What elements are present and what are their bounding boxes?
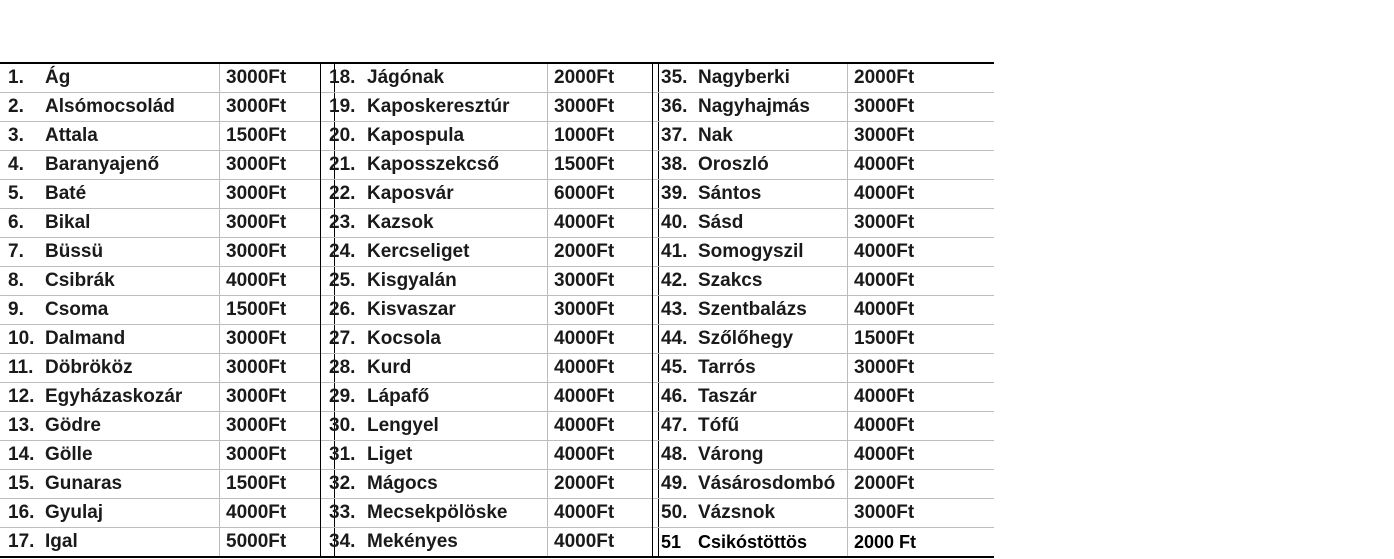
price: 4000Ft bbox=[848, 412, 995, 441]
table-row bbox=[653, 354, 994, 383]
settlement-name: Kaposkeresztúr bbox=[363, 93, 548, 122]
settlement-name: Büssü bbox=[41, 238, 220, 267]
price: 2000 Ft bbox=[848, 528, 995, 558]
price: 3000Ft bbox=[220, 63, 335, 93]
price: 4000Ft bbox=[548, 499, 659, 528]
table-row bbox=[321, 296, 658, 325]
settlement-name: Tarrós bbox=[694, 354, 848, 383]
settlement-name: Döbrököz bbox=[41, 354, 220, 383]
table-row bbox=[653, 441, 994, 470]
settlement-name: Sántos bbox=[694, 180, 848, 209]
settlement-name: Kazsok bbox=[363, 209, 548, 238]
table-row bbox=[0, 267, 334, 296]
settlement-name: Oroszló bbox=[694, 151, 848, 180]
table-row bbox=[653, 267, 994, 296]
table-row bbox=[653, 325, 994, 354]
row-number: 26. bbox=[321, 296, 363, 325]
row-number: 5. bbox=[0, 180, 41, 209]
price: 3000Ft bbox=[220, 209, 335, 238]
table-row bbox=[0, 296, 334, 325]
price: 1500Ft bbox=[548, 151, 659, 180]
settlement-name: Gunaras bbox=[41, 470, 220, 499]
row-number: 18. bbox=[321, 63, 363, 93]
table-row bbox=[0, 383, 334, 412]
price: 1500Ft bbox=[848, 325, 995, 354]
row-number: 3. bbox=[0, 122, 41, 151]
price-table-column-3 bbox=[652, 62, 994, 558]
table-row bbox=[653, 296, 994, 325]
price: 3000Ft bbox=[548, 93, 659, 122]
price: 4000Ft bbox=[548, 383, 659, 412]
price: 4000Ft bbox=[220, 267, 335, 296]
settlement-name: Egyházaskozár bbox=[41, 383, 220, 412]
table-row bbox=[653, 528, 994, 558]
row-number: 24. bbox=[321, 238, 363, 267]
row-number: 28. bbox=[321, 354, 363, 383]
table-row bbox=[321, 180, 658, 209]
table-row bbox=[653, 122, 994, 151]
price: 4000Ft bbox=[848, 383, 995, 412]
table-row bbox=[321, 209, 658, 238]
row-number: 16. bbox=[0, 499, 41, 528]
price: 4000Ft bbox=[548, 209, 659, 238]
row-number: 44. bbox=[653, 325, 694, 354]
price-table bbox=[653, 62, 994, 558]
settlement-name: Kaposvár bbox=[363, 180, 548, 209]
table-row bbox=[321, 63, 658, 93]
row-number: 23. bbox=[321, 209, 363, 238]
price: 1500Ft bbox=[220, 470, 335, 499]
table-row bbox=[321, 412, 658, 441]
settlement-name: Szentbalázs bbox=[694, 296, 848, 325]
table-row bbox=[0, 93, 334, 122]
row-number: 9. bbox=[0, 296, 41, 325]
table-row bbox=[0, 354, 334, 383]
price-table bbox=[321, 62, 658, 558]
price: 4000Ft bbox=[848, 267, 995, 296]
row-number: 1. bbox=[0, 63, 41, 93]
row-number: 45. bbox=[653, 354, 694, 383]
table-row bbox=[0, 180, 334, 209]
settlement-name: Mecsekpölöske bbox=[363, 499, 548, 528]
row-number: 20. bbox=[321, 122, 363, 151]
table-row bbox=[321, 151, 658, 180]
row-number: 32. bbox=[321, 470, 363, 499]
price: 2000Ft bbox=[848, 470, 995, 499]
row-number: 19. bbox=[321, 93, 363, 122]
price: 3000Ft bbox=[220, 238, 335, 267]
table-row bbox=[321, 267, 658, 296]
price: 3000Ft bbox=[220, 383, 335, 412]
table-row bbox=[321, 93, 658, 122]
row-number: 39. bbox=[653, 180, 694, 209]
row-number: 14. bbox=[0, 441, 41, 470]
row-number: 36. bbox=[653, 93, 694, 122]
settlement-name: Tófű bbox=[694, 412, 848, 441]
settlement-name: Szőlőhegy bbox=[694, 325, 848, 354]
price: 3000Ft bbox=[848, 354, 995, 383]
row-number: 40. bbox=[653, 209, 694, 238]
row-number: 27. bbox=[321, 325, 363, 354]
settlement-name: Csibrák bbox=[41, 267, 220, 296]
row-number: 30. bbox=[321, 412, 363, 441]
settlement-name: Mágocs bbox=[363, 470, 548, 499]
price: 4000Ft bbox=[220, 499, 335, 528]
table-row bbox=[653, 151, 994, 180]
row-number: 51 bbox=[653, 528, 694, 558]
table-row bbox=[653, 209, 994, 238]
settlement-name: Szakcs bbox=[694, 267, 848, 296]
table-row bbox=[653, 412, 994, 441]
table-row bbox=[0, 441, 334, 470]
settlement-name: Alsómocsolád bbox=[41, 93, 220, 122]
settlement-name: Gödre bbox=[41, 412, 220, 441]
settlement-name: Lengyel bbox=[363, 412, 548, 441]
settlement-name: Baté bbox=[41, 180, 220, 209]
row-number: 42. bbox=[653, 267, 694, 296]
price: 3000Ft bbox=[848, 122, 995, 151]
price: 3000Ft bbox=[220, 412, 335, 441]
row-number: 4. bbox=[0, 151, 41, 180]
row-number: 2. bbox=[0, 93, 41, 122]
table-row bbox=[321, 325, 658, 354]
table-row bbox=[0, 325, 334, 354]
table-row bbox=[653, 93, 994, 122]
table-row bbox=[653, 383, 994, 412]
settlement-name: Kapospula bbox=[363, 122, 548, 151]
row-number: 47. bbox=[653, 412, 694, 441]
settlement-name: Várong bbox=[694, 441, 848, 470]
row-number: 11. bbox=[0, 354, 41, 383]
price-table-column-2 bbox=[320, 62, 659, 558]
price: 3000Ft bbox=[548, 267, 659, 296]
row-number: 12. bbox=[0, 383, 41, 412]
price: 4000Ft bbox=[848, 441, 995, 470]
settlement-name: Taszár bbox=[694, 383, 848, 412]
price: 1500Ft bbox=[220, 122, 335, 151]
row-number: 13. bbox=[0, 412, 41, 441]
table-row bbox=[653, 63, 994, 93]
settlement-name: Mekényes bbox=[363, 528, 548, 558]
row-number: 46. bbox=[653, 383, 694, 412]
table-row bbox=[321, 354, 658, 383]
price: 2000Ft bbox=[848, 63, 995, 93]
settlement-name: Csikóstöttös bbox=[694, 528, 848, 558]
price: 5000Ft bbox=[220, 528, 335, 558]
table-row bbox=[653, 499, 994, 528]
table-row bbox=[0, 151, 334, 180]
row-number: 37. bbox=[653, 122, 694, 151]
row-number: 33. bbox=[321, 499, 363, 528]
settlement-name: Ág bbox=[41, 63, 220, 93]
table-row bbox=[0, 470, 334, 499]
settlement-name: Nagyberki bbox=[694, 63, 848, 93]
price: 3000Ft bbox=[848, 209, 995, 238]
table-row bbox=[653, 238, 994, 267]
price: 3000Ft bbox=[220, 151, 335, 180]
settlement-name: Dalmand bbox=[41, 325, 220, 354]
settlement-name: Somogyszil bbox=[694, 238, 848, 267]
settlement-name: Kocsola bbox=[363, 325, 548, 354]
price: 4000Ft bbox=[848, 296, 995, 325]
price: 2000Ft bbox=[548, 238, 659, 267]
table-row bbox=[0, 209, 334, 238]
price-table-column-1 bbox=[0, 62, 335, 558]
row-number: 7. bbox=[0, 238, 41, 267]
settlement-name: Kurd bbox=[363, 354, 548, 383]
price: 4000Ft bbox=[548, 441, 659, 470]
table-row bbox=[653, 470, 994, 499]
table-row bbox=[0, 528, 334, 558]
settlement-name: Kisgyalán bbox=[363, 267, 548, 296]
row-number: 22. bbox=[321, 180, 363, 209]
settlement-name: Liget bbox=[363, 441, 548, 470]
price: 2000Ft bbox=[548, 470, 659, 499]
price: 4000Ft bbox=[548, 325, 659, 354]
table-row bbox=[0, 238, 334, 267]
settlement-name: Baranyajenő bbox=[41, 151, 220, 180]
price-table bbox=[0, 62, 334, 558]
settlement-name: Vázsnok bbox=[694, 499, 848, 528]
row-number: 34. bbox=[321, 528, 363, 558]
price: 4000Ft bbox=[548, 412, 659, 441]
table-row bbox=[0, 412, 334, 441]
row-number: 29. bbox=[321, 383, 363, 412]
price: 4000Ft bbox=[848, 238, 995, 267]
row-number: 6. bbox=[0, 209, 41, 238]
settlement-name: Igal bbox=[41, 528, 220, 558]
price: 4000Ft bbox=[548, 528, 659, 558]
settlement-name: Vásárosdombó bbox=[694, 470, 848, 499]
row-number: 8. bbox=[0, 267, 41, 296]
price: 3000Ft bbox=[848, 93, 995, 122]
table-row bbox=[653, 180, 994, 209]
settlement-name: Lápafő bbox=[363, 383, 548, 412]
row-number: 38. bbox=[653, 151, 694, 180]
settlement-name: Nagyhajmás bbox=[694, 93, 848, 122]
price: 4000Ft bbox=[848, 151, 995, 180]
table-row bbox=[0, 499, 334, 528]
table-row bbox=[321, 470, 658, 499]
settlement-name: Kisvaszar bbox=[363, 296, 548, 325]
row-number: 50. bbox=[653, 499, 694, 528]
table-row bbox=[321, 383, 658, 412]
row-number: 49. bbox=[653, 470, 694, 499]
table-row bbox=[321, 528, 658, 558]
settlement-name: Nak bbox=[694, 122, 848, 151]
table-row bbox=[321, 441, 658, 470]
price: 6000Ft bbox=[548, 180, 659, 209]
price: 3000Ft bbox=[220, 441, 335, 470]
price: 2000Ft bbox=[548, 63, 659, 93]
settlement-name: Jágónak bbox=[363, 63, 548, 93]
table-row bbox=[0, 63, 334, 93]
row-number: 21. bbox=[321, 151, 363, 180]
table-row bbox=[321, 499, 658, 528]
settlement-name: Kaposszekcső bbox=[363, 151, 548, 180]
settlement-name: Csoma bbox=[41, 296, 220, 325]
row-number: 48. bbox=[653, 441, 694, 470]
row-number: 10. bbox=[0, 325, 41, 354]
row-number: 43. bbox=[653, 296, 694, 325]
row-number: 15. bbox=[0, 470, 41, 499]
settlement-name: Sásd bbox=[694, 209, 848, 238]
price: 3000Ft bbox=[548, 296, 659, 325]
price: 3000Ft bbox=[220, 180, 335, 209]
table-row bbox=[321, 122, 658, 151]
price: 3000Ft bbox=[848, 499, 995, 528]
settlement-name: Gyulaj bbox=[41, 499, 220, 528]
settlement-name: Bikal bbox=[41, 209, 220, 238]
table-row bbox=[321, 238, 658, 267]
price: 3000Ft bbox=[220, 93, 335, 122]
table-row bbox=[0, 122, 334, 151]
price: 3000Ft bbox=[220, 325, 335, 354]
price: 1500Ft bbox=[220, 296, 335, 325]
price: 1000Ft bbox=[548, 122, 659, 151]
row-number: 17. bbox=[0, 528, 41, 558]
row-number: 25. bbox=[321, 267, 363, 296]
row-number: 41. bbox=[653, 238, 694, 267]
settlement-name: Kercseliget bbox=[363, 238, 548, 267]
row-number: 31. bbox=[321, 441, 363, 470]
settlement-name: Attala bbox=[41, 122, 220, 151]
price: 3000Ft bbox=[220, 354, 335, 383]
price: 4000Ft bbox=[848, 180, 995, 209]
settlement-name: Gölle bbox=[41, 441, 220, 470]
price: 4000Ft bbox=[548, 354, 659, 383]
row-number: 35. bbox=[653, 63, 694, 93]
